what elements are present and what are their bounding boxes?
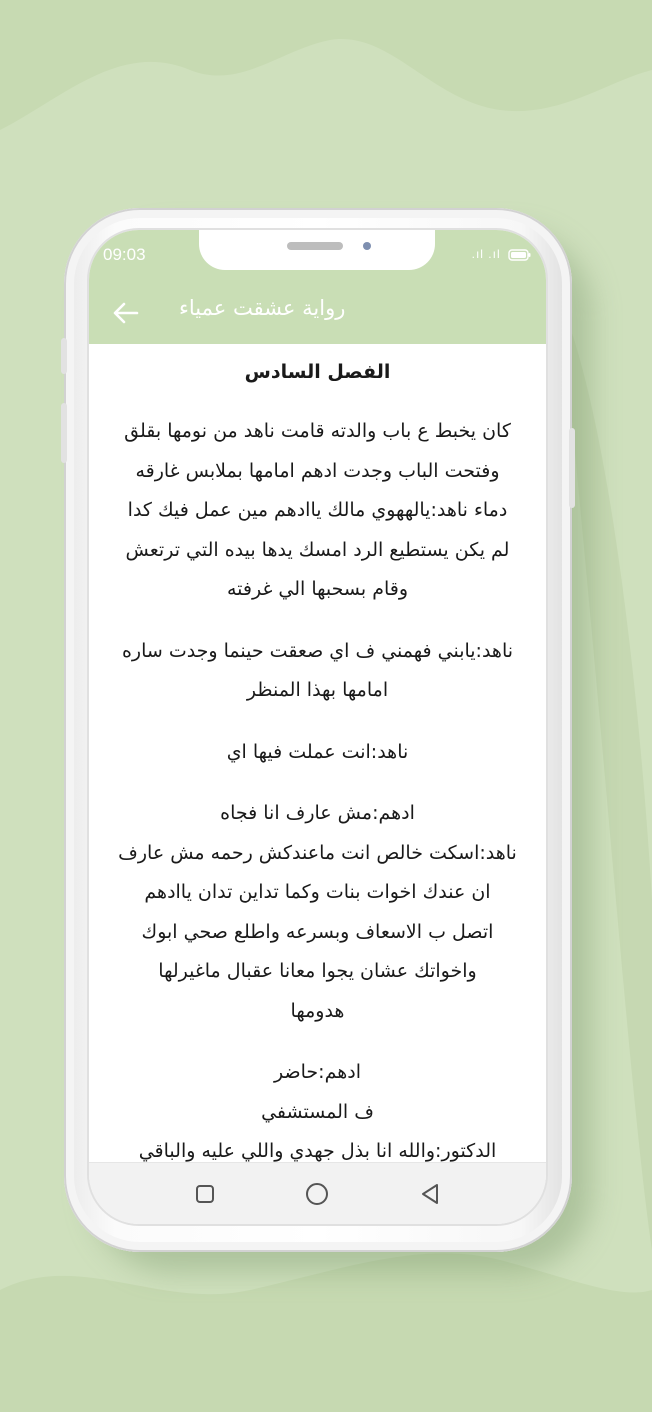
chapter-title: الفصل السادس — [244, 361, 391, 383]
arrow-left-icon — [113, 302, 139, 324]
system-nav-bar — [89, 1162, 546, 1224]
circle-icon — [304, 1181, 330, 1207]
text-line: ادهم:حاضر — [274, 1061, 361, 1083]
paragraph-5 — [97, 1053, 538, 1162]
paragraph-2 — [97, 632, 538, 711]
text-line: هدومها — [290, 999, 345, 1022]
battery-icon — [508, 249, 532, 261]
speaker-grille — [287, 242, 343, 250]
home-button[interactable] — [302, 1179, 332, 1209]
side-button-left — [61, 338, 67, 374]
text-line: اتصل ب الاسعاف وبسرعه واطلع صحي ابوك — [141, 920, 494, 943]
back-nav-button[interactable] — [415, 1179, 445, 1209]
back-button[interactable] — [105, 292, 147, 334]
paragraph-3 — [97, 733, 538, 773]
text-line: ناهد:يابني فهمني ف اي صعقت حينما وجدت ساره — [121, 639, 514, 662]
triangle-back-icon — [419, 1182, 441, 1206]
text-line: الدكتور:والله انا بذل جهدي واللي عليه والباقي — [138, 1140, 497, 1162]
story-content[interactable] — [89, 344, 546, 1162]
text-line: ان عندك اخوات بنات وكما تداين تدان ياادهم — [144, 881, 491, 903]
recents-button[interactable] — [190, 1179, 220, 1209]
front-camera — [363, 242, 371, 250]
status-icons — [472, 247, 532, 261]
notch — [199, 230, 435, 270]
text-line: ادهم:مش عارف انا فجاه — [220, 802, 415, 824]
text-line: وقام بسحبها الي غرفته — [226, 578, 409, 600]
text-line: امامها بهذا المنظر — [246, 679, 389, 701]
text-line: ناهد:انت عملت فيها اي — [226, 740, 409, 763]
text-line: دماء ناهد:يالههوي مالك ياادهم مين عمل فيك كدا — [127, 499, 508, 521]
app-bar — [89, 282, 546, 344]
app-title: رواية عشقت عمياء — [179, 296, 346, 320]
status-bar — [89, 230, 546, 282]
phone-screen — [89, 230, 546, 1224]
text-line: كان يخبط ع باب والدته قامت ناهد من نومها بقلق — [124, 420, 511, 442]
text-line: لم يكن يستطيع الرد امسك يدها بيده التي ترتعش — [125, 538, 510, 561]
side-button-right — [569, 428, 575, 508]
text-line: واخواتك عشان يجوا معانا عقبال ماغيرلها — [158, 960, 477, 982]
square-icon — [194, 1183, 216, 1205]
paragraph-4 — [97, 794, 538, 1031]
text-line: ف المستشفي — [261, 1100, 374, 1123]
side-button-left-2 — [61, 403, 67, 463]
text-line: وفتحت الباب وجدت ادهم امامها بملابس غارقه — [135, 459, 500, 482]
status-time: 09:03 — [103, 245, 146, 264]
signal-icon: .ıl .ıl — [471, 247, 501, 261]
paragraph-1 — [97, 412, 538, 610]
text-line: ناهد:اسكت خالص انت ماعندكش رحمه مش عارف — [118, 841, 517, 864]
